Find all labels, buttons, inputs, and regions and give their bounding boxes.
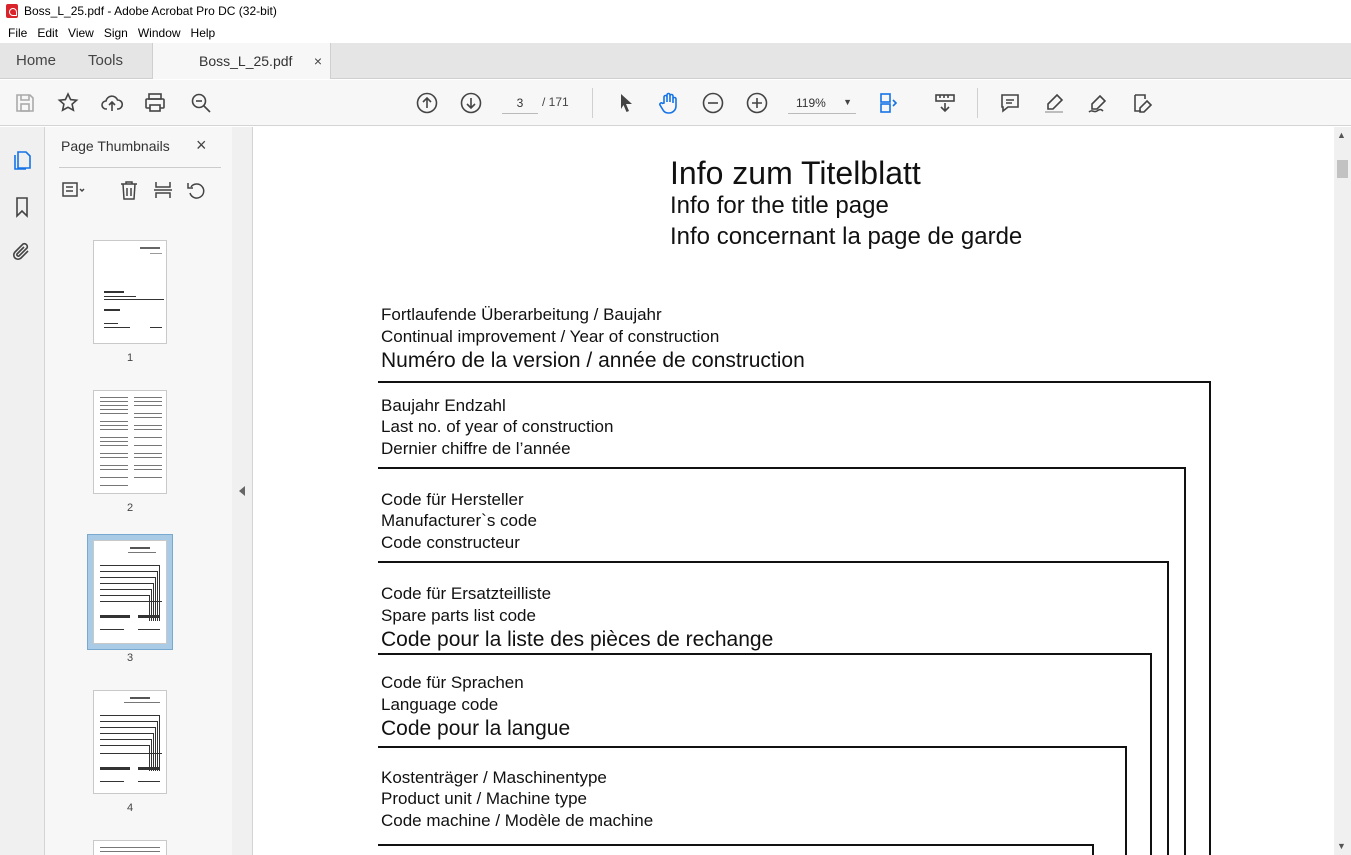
- page-thumbnails-panel: [45, 127, 232, 855]
- page-number-input[interactable]: [502, 92, 538, 114]
- previous-page-icon[interactable]: [415, 91, 439, 115]
- document-view: [253, 127, 1334, 855]
- section-label-de: Fortlaufende Überarbeitung / Baujahr: [381, 305, 662, 324]
- acrobat-logo-icon: [6, 4, 18, 18]
- next-page-icon[interactable]: [459, 91, 483, 115]
- panel-title: Page Thumbnails: [61, 138, 170, 154]
- title-french: Info concernant la page de garde: [670, 223, 1023, 250]
- thumbnail-list: [45, 220, 215, 855]
- print-icon[interactable]: [143, 91, 167, 115]
- bracket-line: [1150, 653, 1152, 855]
- bracket-line: [378, 381, 1211, 383]
- section-label-fr: Code machine / Modèle de machine: [381, 811, 654, 830]
- left-navigation-rail: [0, 127, 45, 855]
- page-display-icon[interactable]: [877, 91, 901, 115]
- upload-cloud-icon[interactable]: [100, 91, 124, 115]
- highlight-pen-icon[interactable]: [1042, 91, 1066, 115]
- thumbnail-page-4[interactable]: [93, 690, 167, 794]
- zoom-search-icon[interactable]: [189, 91, 213, 115]
- title-bar: [0, 0, 1351, 22]
- bracket-line: [378, 467, 1186, 469]
- thumbnail-toolbar: [59, 167, 221, 211]
- bracket-line: [378, 844, 1094, 846]
- thumbnail-options-icon[interactable]: [61, 178, 85, 202]
- zoom-out-icon[interactable]: [701, 91, 725, 115]
- delete-page-icon[interactable]: [117, 178, 141, 202]
- menu-bar: [0, 22, 1351, 43]
- thumbnail-page-2[interactable]: [93, 390, 167, 494]
- save-icon[interactable]: [13, 91, 37, 115]
- tab-close-icon[interactable]: ×: [313, 53, 322, 69]
- section-label-en: Spare parts list code: [381, 606, 536, 625]
- draw-signature-icon[interactable]: [1086, 91, 1110, 115]
- bracket-line: [378, 653, 1152, 655]
- title-english: Info for the title page: [670, 192, 889, 219]
- tab-tools[interactable]: Tools: [88, 52, 124, 69]
- menu-window[interactable]: Window: [137, 25, 181, 40]
- menu-sign[interactable]: Sign: [103, 25, 128, 40]
- thumbnail-page-1[interactable]: [93, 240, 167, 344]
- tab-bar: [0, 43, 1351, 79]
- attachments-paperclip-icon[interactable]: [10, 240, 34, 264]
- thumbnail-page-3[interactable]: [93, 540, 167, 644]
- scroll-down-icon[interactable]: ▼: [1337, 841, 1346, 851]
- section-label-fr: Code pour la liste des pièces de rechange: [381, 628, 774, 651]
- section-label-en: Product unit / Machine type: [381, 789, 588, 808]
- bracket-line: [1092, 844, 1094, 855]
- bracket-line: [1184, 467, 1186, 855]
- document-scrollbar[interactable]: [1334, 127, 1351, 855]
- section-label-de: Code für Hersteller: [381, 490, 524, 509]
- tab-document[interactable]: [152, 43, 331, 79]
- section-label-de: Kostenträger / Maschinentype: [381, 768, 607, 787]
- zoom-value: 119%: [796, 96, 826, 110]
- bracket-line: [1167, 561, 1169, 855]
- section-label-en: Language code: [381, 695, 499, 714]
- collapse-panel-icon[interactable]: [239, 486, 245, 496]
- toolbar-divider: [592, 88, 593, 118]
- section-label-fr: Numéro de la version / année de construction: [381, 349, 805, 372]
- menu-help[interactable]: Help: [190, 25, 216, 40]
- thumbnail-page-5[interactable]: [93, 840, 167, 855]
- thumbnail-label: 4: [126, 802, 134, 814]
- zoom-in-icon[interactable]: [745, 91, 769, 115]
- section-label-fr: Dernier chiffre de l’année: [381, 439, 571, 458]
- bookmarks-icon[interactable]: [10, 195, 34, 219]
- tab-home[interactable]: Home: [16, 52, 57, 69]
- section-label-en: Continual improvement / Year of construction: [381, 327, 720, 346]
- zoom-level-dropdown[interactable]: [788, 92, 856, 114]
- thumbnail-label: 1: [126, 352, 134, 364]
- thumbnail-label: 2: [126, 502, 134, 514]
- bracket-line: [378, 746, 1127, 748]
- scrollbar-thumb[interactable]: [1337, 160, 1348, 178]
- menu-edit[interactable]: Edit: [37, 25, 59, 40]
- select-cursor-icon[interactable]: [614, 91, 638, 115]
- title-german: Info zum Titelblatt: [670, 155, 921, 191]
- menu-file[interactable]: File: [8, 25, 28, 40]
- page-total: / 171: [542, 95, 569, 109]
- page-thumbnails-icon[interactable]: [10, 148, 34, 172]
- section-label-de: Baujahr Endzahl: [381, 396, 506, 415]
- menu-view[interactable]: View: [68, 25, 94, 40]
- hand-tool-icon[interactable]: [657, 91, 681, 115]
- window-title: Boss_L_25.pdf - Adobe Acrobat Pro DC (32-bit): [24, 4, 277, 18]
- section-label-fr: Code constructeur: [381, 533, 520, 552]
- section-label-en: Manufacturer`s code: [381, 511, 537, 530]
- section-label-de: Code für Sprachen: [381, 673, 524, 692]
- main-toolbar: [0, 80, 1351, 126]
- extract-page-icon[interactable]: [151, 178, 175, 202]
- section-label-fr: Code pour la langue: [381, 717, 571, 740]
- section-label-de: Code für Ersatzteilliste: [381, 584, 552, 603]
- toolbar-divider: [977, 88, 978, 118]
- rotate-page-icon[interactable]: [185, 178, 209, 202]
- comment-icon[interactable]: [998, 91, 1022, 115]
- thumbnail-label: 3: [126, 652, 134, 664]
- scroll-mode-icon[interactable]: [933, 91, 957, 115]
- section-label-en: Last no. of year of construction: [381, 417, 614, 436]
- close-panel-icon[interactable]: ×: [196, 135, 207, 155]
- tab-document-label: Boss_L_25.pdf: [199, 53, 293, 69]
- edit-pdf-icon[interactable]: [1130, 91, 1154, 115]
- bracket-line: [1125, 746, 1127, 855]
- scroll-up-icon[interactable]: ▲: [1337, 130, 1346, 140]
- panel-splitter[interactable]: [232, 127, 253, 855]
- bookmark-star-icon[interactable]: [56, 91, 80, 115]
- bracket-line: [1209, 381, 1211, 855]
- bracket-line: [378, 561, 1169, 563]
- chevron-down-icon: ▼: [843, 97, 852, 107]
